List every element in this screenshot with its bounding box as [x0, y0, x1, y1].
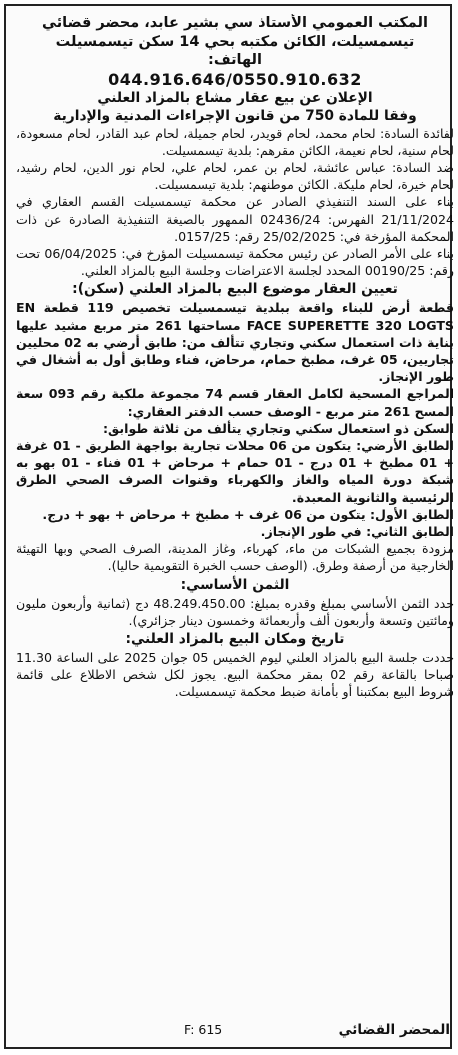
property-heading: تعيين العقار موضوع البيع بالمزاد العلني (سكن): [72, 281, 398, 298]
phone-label: الهاتف: [208, 52, 262, 68]
footer [16, 1022, 454, 1042]
title-line-1: الإعلان عن بيع عقار مشاع بالمزاد العلني [97, 89, 373, 106]
property-paragraph-4: الطابق الأرضي: يتكون من 06 محلات تجارية بواجهة الطريق - 01 غرفة + 01 مطبخ + 01 درج - 01 حمام + مرحاض + 01 فناء - 01 بهو به شبكة دورة المياه والغاز والكهرباء وقنوات الصرف الصحي الطرق الرئيسية والثانوية المعبدة. [16, 437, 454, 505]
property-paragraph-2: المراجع المسحية لكامل العقار قسم 74 مجموعة ملكية رقم 093 سعة المسح 261 متر مربع - الوصف حسب الدفتر العقاري: [16, 386, 454, 419]
announcement-frame [4, 4, 452, 1049]
property-paragraph-3: السكن ذو استعمال سكني وتجاري يتألف من ثلاثة طوابق: [103, 420, 454, 436]
office-line-2: تيسمسيلت، الكائن مكتبه بحي 14 سكن تيسمسيلت [55, 33, 415, 50]
property-paragraph-1: قطعة أرض للبناء واقعة ببلدية تيسمسيلت تخصيص 119 قطعة EN FACE SUPERETTE 320 LOGTS مساحتها 261 متر مربع مشيد عليها بناية ذات استعمال سكني وتجاري تتألف من: طابق أرضي به 02 محليين تجاريين، 05 غرف، مطبخ حمام، مرحاض، فناء وطابق أول به أشغال في طور الإنجاز. [16, 300, 454, 385]
announcement-page [16, 14, 454, 1044]
title-line-2: وفقا للمادة 750 من قانون الإجراءات المدنية والإدارية [53, 107, 417, 124]
property-paragraph-6: الطابق الثاني: في طور الإنجاز. [260, 523, 454, 539]
date-paragraph: حددت جلسة البيع بالمزاد العلني ليوم الخميس 05 جوان 2025 على الساعة 11.30 صباحا بالقاعة رقم 02 بمقر محكمة البيع. يجوز لكل شخص الاطلاع على قائمة شروط البيع بمكتبنا أو بأمانة ضبط محكمة تيسمسيلت. [16, 649, 454, 700]
against-paragraph: ضد السادة: عباس عائشة، لحام بن عمر، لحام علي، لحام نور الدين، لحام رشيد، لحام خيرة، لحام مليكة. الكائن موطنهم: بلدية تيسمسيلت. [16, 159, 454, 193]
property-paragraph-5: الطابق الأول: يتكون من 06 غرف + مطبخ + مرحاض + بهو + درج. [42, 506, 454, 522]
reference-code: F: 615 [184, 1022, 223, 1037]
phone-numbers: 044.916.646/0550.910.632 [108, 69, 362, 89]
office-header [16, 14, 454, 89]
basis-paragraph-1: بناء على السند التنفيذي الصادر عن محكمة تيسمسيلت القسم العقاري في 21/11/2024 الفهرس: 02436/24 الممهور بالصيغة التنفيذية الصادرة عن ذات المحكمة المؤرخة في: 25/02/2025 رقم: 0157/25. [16, 194, 454, 244]
bailiff-signature: المحضر القضائي [338, 1022, 450, 1038]
price-paragraph: حدد الثمن الأساسي بمبلغ وقدره بمبلغ: 48.249.450.00 دج (ثمانية وأربعون مليون ومائتين وتسعة وأربعون ألف وأربعمائة وخمسون دينار جزائري). [16, 595, 454, 628]
office-line-1: المكتب العمومي الأستاذ سي بشير عابد، محضر قضائي [42, 15, 428, 31]
property-paragraph-7: مزودة بجميع الشبكات من ماء، كهرباء، وغاز المدينة، الصرف الصحي وبها التهيئة الخارجية من أرصفة وطرق. (الوصف حسب الخبرة التقويمية حاليا). [16, 541, 454, 574]
beneficiaries-paragraph: لفائدة السادة: لحام محمد، لحام قويدر، لحام جميلة، لحام عبد القادر، لحام مسعودة، لحام سنية، لحام نعيمة، الكائن مقرهم: بلدية تيسمسيلت. [16, 125, 454, 158]
date-heading: تاريخ ومكان البيع بالمزاد العلني: [125, 630, 345, 647]
basis-paragraph-2: بناء على الأمر الصادر عن رئيس محكمة تيسمسيلت المؤرخ في: 06/04/2025 تحت رقم: 00190/25 المحدد لجلسة الاعتراضات وجلسة البيع بالمزاد العلني. [16, 245, 454, 279]
price-heading: الثمن الأساسي: [180, 576, 290, 593]
announcement-title [16, 89, 454, 125]
